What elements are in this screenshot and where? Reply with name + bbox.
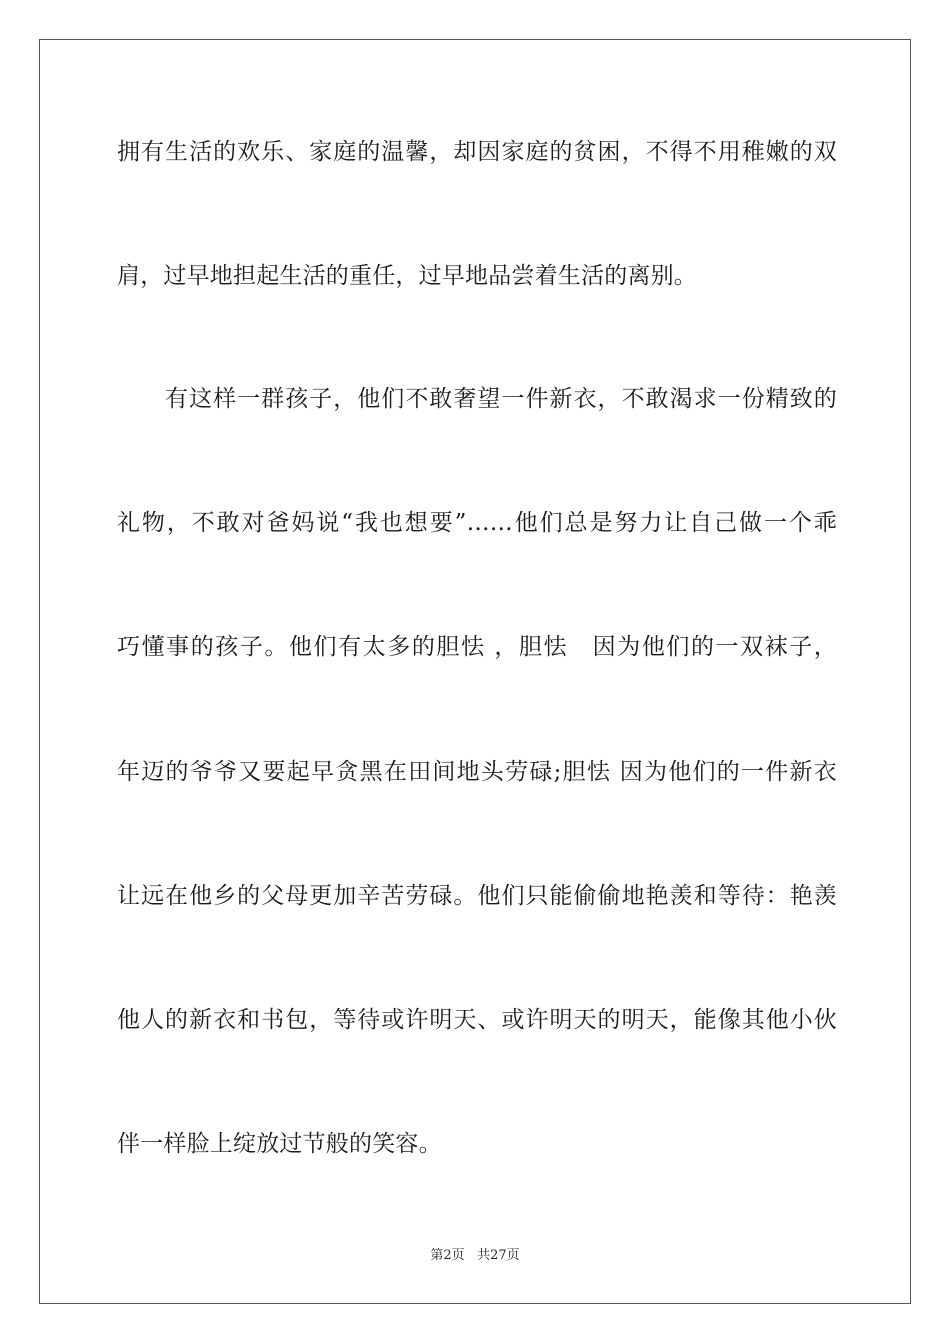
text-line-1: 拥有生活的欢乐、家庭的温馨，却因家庭的贫困，不得不用稚嫩的双 <box>117 139 837 165</box>
text-line-2: 肩，过早地担起生活的重任，过早地品尝着生活的离别。 <box>117 263 697 289</box>
text-line-7: 让远在他乡的父母更加辛苦劳碌。他们只能偷偷地艳羡和等待：艳羡 <box>117 883 837 909</box>
text-line-9: 伴一样脸上绽放过节般的笑容。 <box>117 1131 442 1157</box>
page-footer <box>0 1247 950 1265</box>
page-frame <box>39 39 911 1304</box>
text-line-4: 礼物，不敢对爸妈说“我也想要”……他们总是努力让自己做一个乖 <box>117 510 837 536</box>
page-number: 第2页 <box>430 1248 465 1263</box>
text-line-8: 他人的新衣和书包，等待或许明天、或许明天的明天，能像其他小伙 <box>117 1007 837 1033</box>
page-total: 共27页 <box>477 1248 520 1263</box>
text-line-6: 年迈的爷爷又要起早贪黑在田间地头劳碌;胆怯 因为他们的一件新衣 <box>117 759 837 785</box>
text-line-5: 巧懂事的孩子。他们有太多的胆怯 ，胆怯 因为他们的一双袜子， <box>117 634 837 660</box>
text-line-3: 有这样一群孩子，他们不敢奢望一件新衣，不敢渴求一份精致的 <box>117 386 837 412</box>
